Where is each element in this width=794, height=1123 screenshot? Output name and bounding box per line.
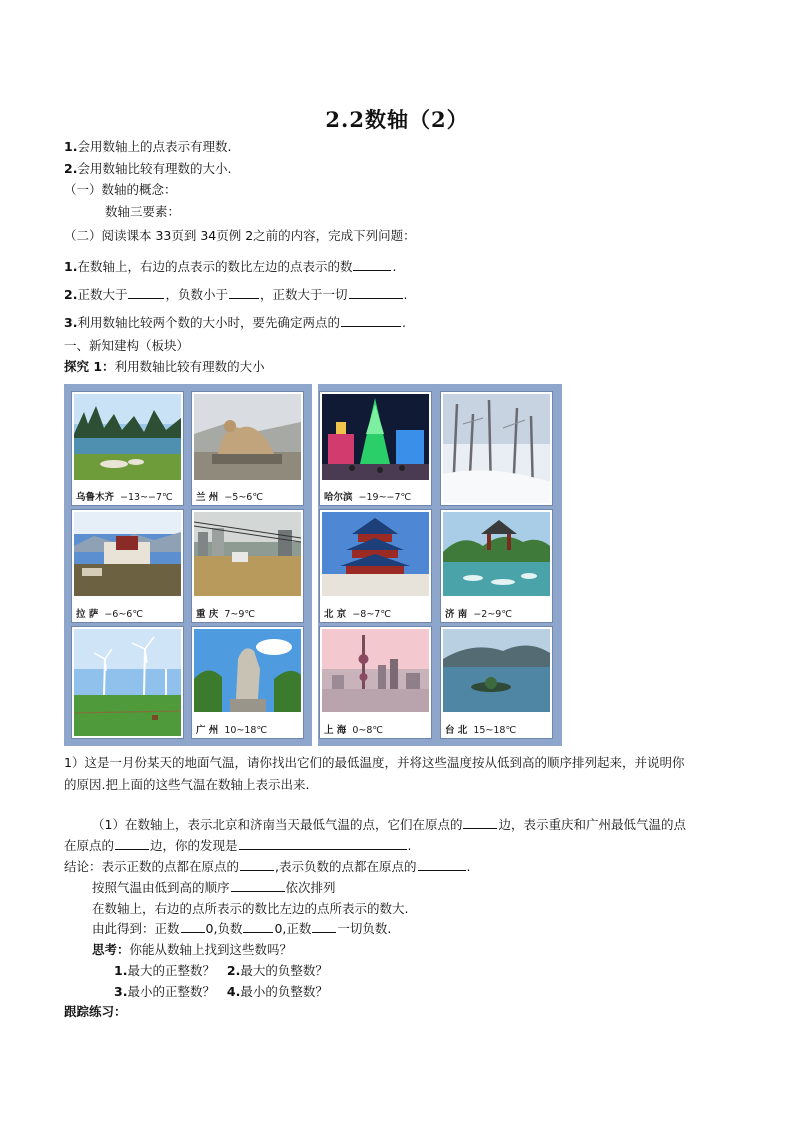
statue-photo (194, 394, 301, 480)
axis-elements-line: 数轴三要素： (105, 204, 181, 219)
spring-pavilion-photo (443, 512, 550, 596)
city-card-chongqing (192, 510, 303, 622)
rule-line: 在数轴上，右边的点所表示的数比左边的点所表示的数大. (92, 901, 409, 916)
objective-2: 2.会用数轴比较有理数的大小. (64, 161, 232, 176)
city-card-windfarm (72, 627, 183, 738)
city-caption: 哈尔滨 −19~−7℃ (324, 492, 412, 503)
city-card-jinan (441, 510, 552, 622)
city-card-urumqi (72, 392, 183, 505)
wind-turbine-photo (74, 629, 181, 736)
explore-1: 探究 1：利用数轴比较有理数的大小 (64, 359, 265, 374)
city-card-shanghai (320, 627, 431, 738)
city-caption: 济 南 −2~9℃ (445, 609, 512, 620)
city-card-beijing (320, 510, 431, 622)
city-caption: 兰 州 −5~6℃ (196, 492, 263, 503)
palace-photo (74, 512, 181, 596)
city-card-lanzhou (192, 392, 303, 505)
part-1-line-1: （1）在数轴上，表示北京和济南当天最低气温的点，它们在原点的 边，表示重庆和广州最低气温的点 (92, 817, 686, 832)
snow-forest-photo (443, 394, 550, 503)
conclusion-line: 结论：表示正数的点都在原点的 ,表示负数的点都在原点的 . (64, 859, 471, 874)
city-caption: 乌鲁木齐 −13~−7℃ (76, 492, 173, 503)
city-card-taipei (441, 627, 552, 738)
ice-lantern-photo (322, 394, 429, 480)
city-card-snow (441, 392, 552, 505)
city-caption: 北 京 −8~7℃ (324, 609, 391, 620)
section-2-heading: （二）阅读课本 33页到 34页例 2之前的内容，完成下列问题： (64, 228, 416, 243)
think-line: 思考：你能从数轴上找到这些数吗？ (92, 942, 293, 957)
city-photo-panel (64, 384, 562, 746)
part-1-line-2: 在原点的 边，你的发现是 . (64, 838, 412, 853)
city-caption: 重 庆 7~9℃ (196, 609, 256, 620)
city-card-guangzhou (192, 627, 303, 738)
question-3: 3.利用数轴比较两个数的大小时，要先确定两点的 . (64, 315, 406, 330)
objective-1: 1.会用数轴上的点表示有理数. (64, 139, 232, 154)
cableway-photo (194, 512, 301, 596)
city-card-lhasa (72, 510, 183, 622)
page-title: 2.2数轴（2） (325, 107, 469, 132)
section-1-heading: （一）数轴的概念： (64, 182, 177, 197)
derived-line: 由此得到：正数 0,负数 0,正数 一切负数. (92, 921, 392, 936)
section-3-heading: 一、新知建构（板块） (64, 338, 190, 353)
city-caption: 上 海 0~8℃ (324, 725, 384, 736)
task-line-1: 1）这是一月份某天的地面气温，请你找出它们的最低温度，并将这些温度按从低到高的顺序排列起来，并说明你 (64, 755, 685, 770)
question-2: 2.正数大于 ，负数小于 ，正数大于一切 . (64, 287, 408, 302)
city-caption: 广 州 10~18℃ (196, 725, 268, 736)
practice-heading: 跟踪练习： (64, 1004, 127, 1019)
skyline-photo (322, 629, 429, 712)
think-items-2: 3.最小的正整数？ 4.最小的负整数？ (114, 984, 328, 999)
city-caption: 台 北 15~18℃ (445, 725, 517, 736)
question-1: 1.在数轴上，右边的点表示的数比左边的点表示的数 . (64, 259, 397, 274)
lake-meadow-photo (74, 394, 181, 480)
lake-island-photo (443, 629, 550, 712)
city-card-harbin (320, 392, 431, 505)
order-line: 按照气温由低到高的顺序 依次排列 (92, 880, 336, 895)
panel-divider (312, 384, 318, 746)
think-items-1: 1.最大的正整数？ 2.最大的负整数？ (114, 963, 328, 978)
temple-photo (322, 512, 429, 596)
task-line-2: 的原因.把上面的这些气温在数轴上表示出来. (64, 777, 310, 792)
city-caption: 拉 萨 −6~6℃ (76, 609, 143, 620)
goat-statue-photo (194, 629, 301, 712)
